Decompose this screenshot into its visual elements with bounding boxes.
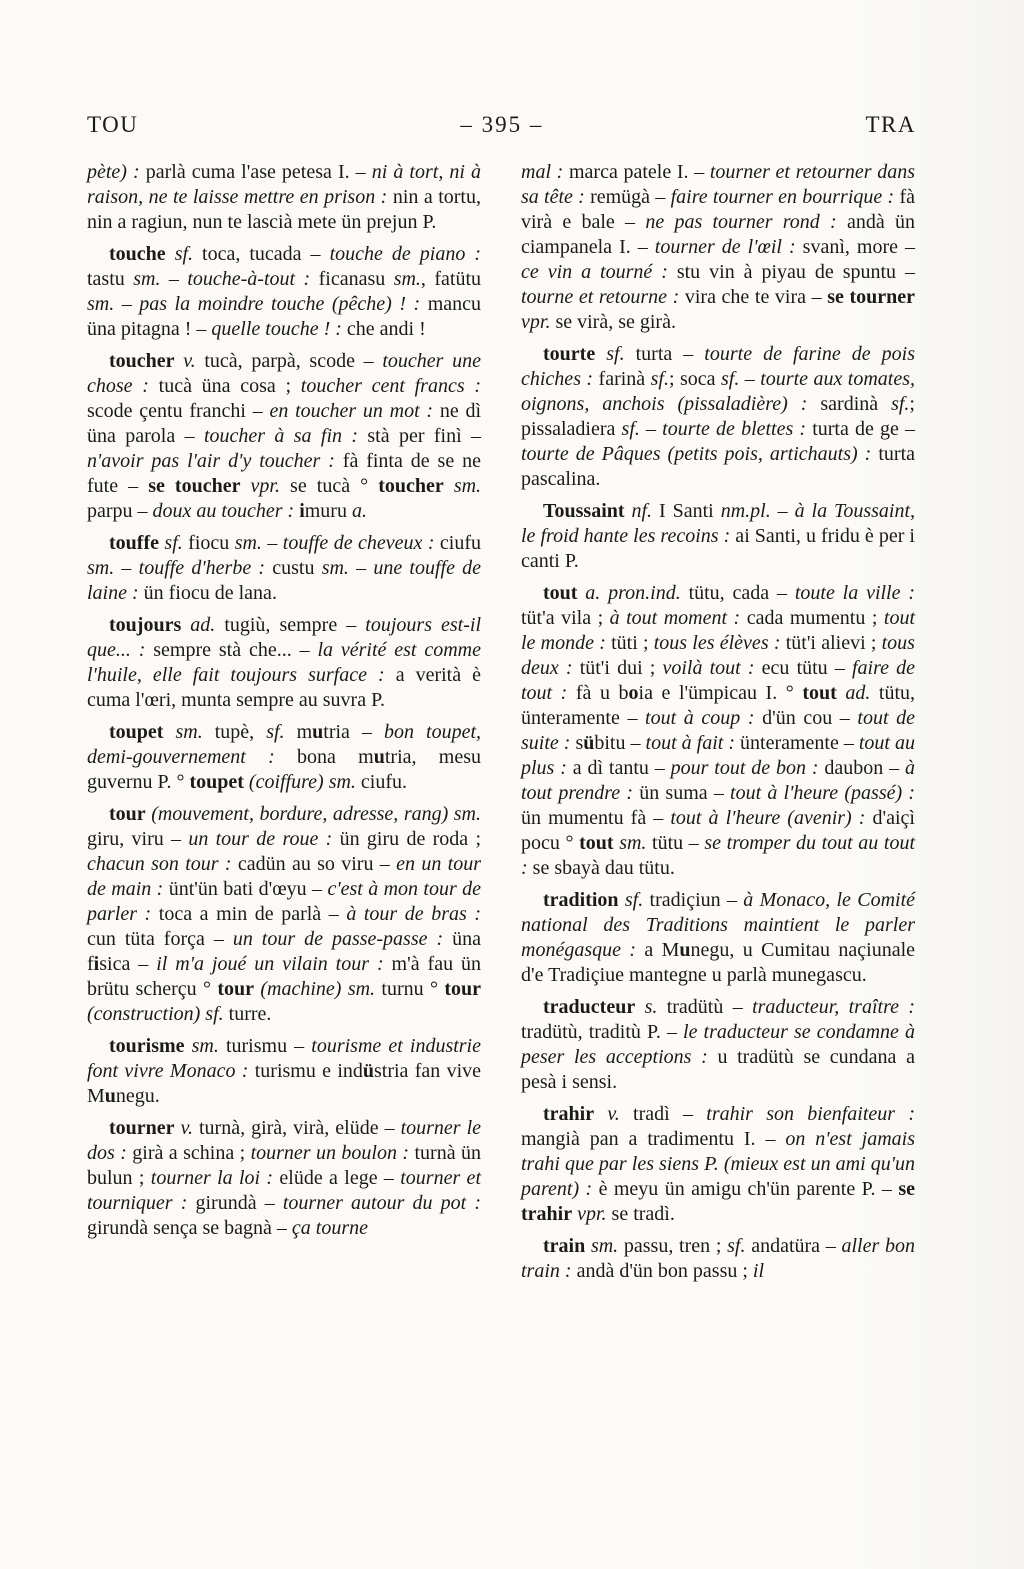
entry-paragraph: trahir v. tradì – trahir son bienfaiteur : mangià pan a tradimentu I. – on n'est jamais trahi que par les siens P. (mieux est un ami qu'un parent) : è meyu ün amigu ch'ün parente P. – se trahir vpr. se tradì.	[521, 1103, 916, 1225]
entry-paragraph: tour (mouvement, bordure, adresse, rang) sm. giru, viru – un tour de roue : ün giru de roda ; chacun son tour : cadün au so viru – en un tour de main : ünt'ün bati d'œyu – c'est à mon tour de parler : toca a min de parlà – à tour de bras : cun tüta força – un tour de passe-passe : üna fisica – il m'a joué un vilain tour : m'à fau ün brütu scherçu ° tour (machine) sm. turnu ° tour (construction) sf. turre.	[87, 803, 482, 1025]
page-number: – 395 –	[460, 112, 544, 137]
entry-paragraph: toujours ad. tugiù, sempre – toujours est-il que... : sempre stà che... – la vérité est comme l'huile, elle fait toujours surface : a verità è cuma l'œri, munta sempre au suvra P.	[87, 614, 482, 711]
guide-word-left: TOU	[87, 112, 139, 137]
entry-paragraph: touche sf. toca, tucada – touche de piano : tastu sm. – touche-à-tout : ficanasu sm., fatütu sm. – pas la moindre touche (pêche) ! : mancu üna pitagna ! – quelle touche ! : che andi !	[87, 243, 482, 340]
entry-paragraph: tourisme sm. turismu – tourisme et industrie font vivre Monaco : turismu e indüstria fan vive Munegu.	[87, 1035, 481, 1107]
entry-paragraph: toupet sm. tupè, sf. mutria – bon toupet, demi-gouvernement : bona mutria, mesu guvernu P. ° toupet (coiffure) sm. ciufu.	[87, 721, 482, 793]
page-content	[87, 112, 916, 1291]
entry-paragraph: tourte sf. turta – tourte de farine de pois chiches : farinà sf.; soca sf. – tourte aux tomates, oignons, anchois (pissaladière) : sardinà sf.; pissaladiera sf. – tourte de blettes : turta de ge – tourte de Pâques (petits pois, artichauts) : turta pascalina.	[521, 343, 916, 490]
column-left	[87, 160, 481, 1291]
continuation-paragraph: mal : marca patele I. – tourner et retourner dans sa tête : remügà – faire tourner en bourrique : fà virà e bale – ne pas tourner rond : andà ün ciampanela I. – tourner de l'œil : svanì, more – ce vin a tourné : stu vin à piyau de spuntu – tourne et retourne : vira che te vira – se tourner vpr. se virà, se girà.	[521, 161, 916, 333]
entry-paragraph: train sm. passu, tren ; sf. andatüra – aller bon train : andà d'ün bon passu ; il	[521, 1235, 915, 1282]
guide-word-right: TRA	[865, 112, 916, 137]
text-columns	[87, 160, 916, 1291]
entry-paragraph: toucher v. tucà, parpà, scode – toucher une chose : tucà üna cosa ; toucher cent francs : scode çentu franchi – en toucher un mot : ne dì üna parola – toucher à sa fin : stà per finì – n'avoir pas l'air d'y toucher : fà finta de se ne fute – se toucher vpr. se tucà ° toucher sm. parpu – doux au toucher : imuru a.	[87, 350, 482, 522]
entry-paragraph: touffe sf. fiocu sm. – touffe de cheveux : ciufu sm. – touffe d'herbe : custu sm. – une touffe de laine : ün fiocu de lana.	[87, 532, 482, 604]
entry-paragraph: tout a. pron.ind. tütu, cada – toute la ville : tüt'a vila ; à tout moment : cada mumentu ; tout le monde : tüti ; tous les élèves : tüt'i alievi ; tous deux : tüt'i dui ; voilà tout : ecu tütu – faire de tout : fà u boia e l'ümpicau I. ° tout ad. tütu, ünteramente – tout à coup : d'ün cou – tout de suite : sübitu – tout à fait : ünteramente – tout au plus : a dì tantu – pour tout de bon : daubon – à tout prendre : ün suma – tout à l'heure (passé) : ün mumentu fà – tout à l'heure (avenir) : d'aiçì pocu ° tout sm. tütu – se tromper du tout au tout : se sbayà dau tütu.	[521, 582, 916, 879]
entry-paragraph: Toussaint nf. I Santi nm.pl. – à la Toussaint, le froid hante les recoins : ai Santi, u fridu è per i canti P.	[521, 500, 916, 572]
page-header	[87, 112, 916, 138]
entry-paragraph: traducteur s. tradütù – traducteur, traître : tradütù, traditù P. – le traducteur se condamne à peser les acceptions : u tradütù se cundana a pesà i sensi.	[521, 996, 916, 1093]
column-right	[521, 160, 915, 1291]
continuation-paragraph: pète) : parlà cuma l'ase petesa I. – ni à tort, ni à raison, ne te laisse mettre en prison : nin a tortu, nin a ragiun, nun te lascià mete ün prejun P.	[87, 161, 482, 233]
entry-paragraph: tradition sf. tradiçiun – à Monaco, le Comité national des Traditions maintient le parler monégasque : a Munegu, u Cumitau naçiunale d'e Tradiçiue mantegne u parlà munegascu.	[521, 889, 916, 986]
entry-paragraph: tourner v. turnà, girà, virà, elüde – tourner le dos : girà a schina ; tourner un boulon : turnà ün bulun ; tourner la loi : elüde a lege – tourner et tourniquer : girundà – tourner autour du pot : girundà sença se bagnà – ça tourne	[87, 1117, 482, 1239]
